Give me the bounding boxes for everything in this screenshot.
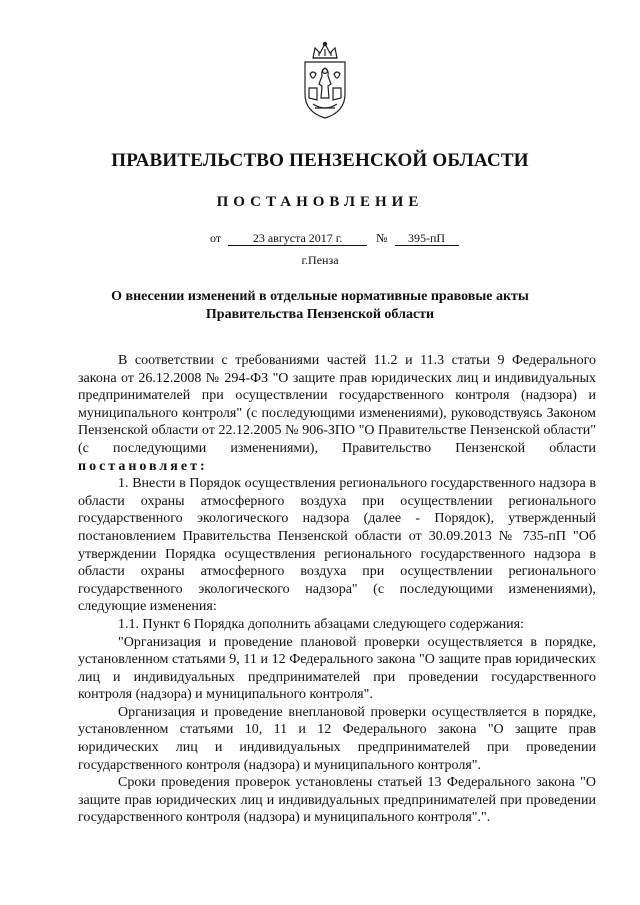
subject-line-2: Правительства Пензенской области <box>205 307 435 322</box>
paragraph-quote-terms: Сроки проведения проверок установлены статьей 13 Федерального закона "О защите прав юридических лиц и индивидуальных предпринимателей при проведении государственного контроля (надзора) и муниципального контроля".". <box>78 775 596 826</box>
preamble-text: В соответствии с требованиями частей 11.2 и 11.3 статьи 9 Федерального закона от 26.12.2008 № 294-ФЗ "О защите прав юридических лиц и индивидуальных предпринимателей при осуществлении государственного контроля (надзора) и муниципального контроля" (с последующими изменениями), руководствуясь Законом Пензенской области от 22.12.2005 № 906-ЗПО "О Правительстве Пензенской области" (с последующими изменениями), Правительство Пензенской области <box>78 353 596 456</box>
document-number: 395-пП <box>395 231 459 246</box>
document-date: 23 августа 2017 г. <box>228 231 367 246</box>
subject-line-1: О внесении изменений в отдельные нормативные правовые акты <box>111 289 529 304</box>
paragraph-item-1-1: 1.1. Пункт 6 Порядка дополнить абзацами следующего содержания: <box>118 616 524 632</box>
paragraph-preamble <box>78 352 596 475</box>
document-body <box>78 352 596 827</box>
document-type: ПОСТАНОВЛЕНИЕ <box>216 194 424 210</box>
paragraph-quote-unscheduled: Организация и проведение внеплановой проверки осуществляется в порядке, установленном статьями 10, 11 и 12 Федерального закона "О защите прав юридических лиц и индивидуальных предпринимателей при проведении государственного контроля (надзора) и муниципального контроля". <box>78 704 596 773</box>
date-number-line <box>210 231 459 246</box>
decision-keyword: постановляет: <box>78 458 208 474</box>
date-prefix: от <box>210 231 222 245</box>
organization-title: ПРАВИТЕЛЬСТВО ПЕНЗЕНСКОЙ ОБЛАСТИ <box>111 150 529 171</box>
document-subject <box>0 288 640 324</box>
city: г.Пенза <box>301 253 339 267</box>
paragraph-item-1: 1. Внести в Порядок осуществления регионального государственного надзора в области охраны атмосферного воздуха при осуществлении регионального государственного экологического надзора (далее - Порядок), утвержденный постановлением Правительства Пензенской области от 30.09.2013 № 735-пП "Об утверждении Порядка осуществления регионального государственного надзора в области охраны атмосферного воздуха при осуществлении регионального государственного экологического надзора" (с последующими изменениями), следующие изменения: <box>78 476 596 615</box>
number-prefix: № <box>376 231 388 245</box>
paragraph-quote-scheduled: "Организация и проведение плановой проверки осуществляется в порядке, установленном статьями 9, 11 и 12 Федерального закона "О защите прав юридических лиц и индивидуальных предпринимателей при проведении государственного контроля (надзора) и муниципального контроля". <box>78 634 596 703</box>
coat-of-arms-icon <box>295 40 355 120</box>
